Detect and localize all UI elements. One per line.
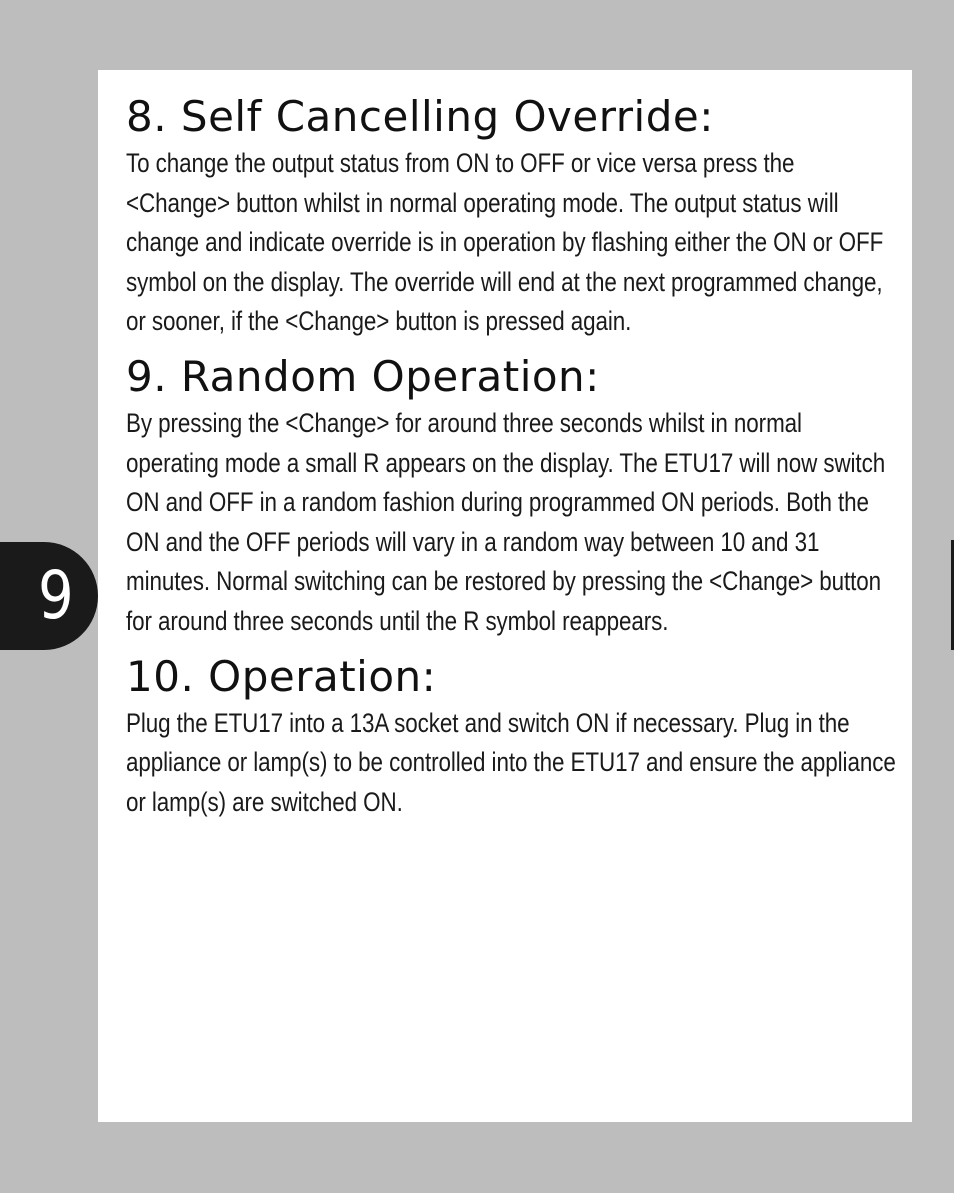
page-content [126,92,896,822]
section-operation [126,651,896,823]
section-body: By pressing the <Change> for around three seconds whilst in normal operating mode a small R appears on the display. The ETU17 will now switch ON and OFF in a random fashion during programmed ON periods. Both the ON and the OFF periods will vary in a random way between 10 and 31 minutes. Normal switching can be restored by pressing the <Change> button for around three seconds until the R symbol reappears. [126,407,886,636]
section-body: Plug the ETU17 into a 13A socket and switch ON if necessary. Plug in the appliance or lamp(s) to be controlled into the ETU17 and ensure the appliance or lamp(s) are switched ON. [126,707,896,817]
page-number-tab [0,542,98,650]
section-body: To change the output status from ON to OFF or vice versa press the <Change> button whilst in normal operating mode. The output status will change and indicate override is in operation by flashing either the ON or OFF symbol on the display. The override will end at the next programmed change, or sooner, if the <Change> button is pressed again. [126,148,884,337]
section-title: 10. Operation: [126,651,437,701]
manual-page [98,70,912,1122]
section-title: 9. Random Operation: [126,351,600,401]
section-self-cancelling-override [126,92,896,342]
section-title: 8. Self Cancelling Override: [126,92,714,141]
section-random-operation [126,351,896,642]
page-number: 9 [38,557,74,634]
